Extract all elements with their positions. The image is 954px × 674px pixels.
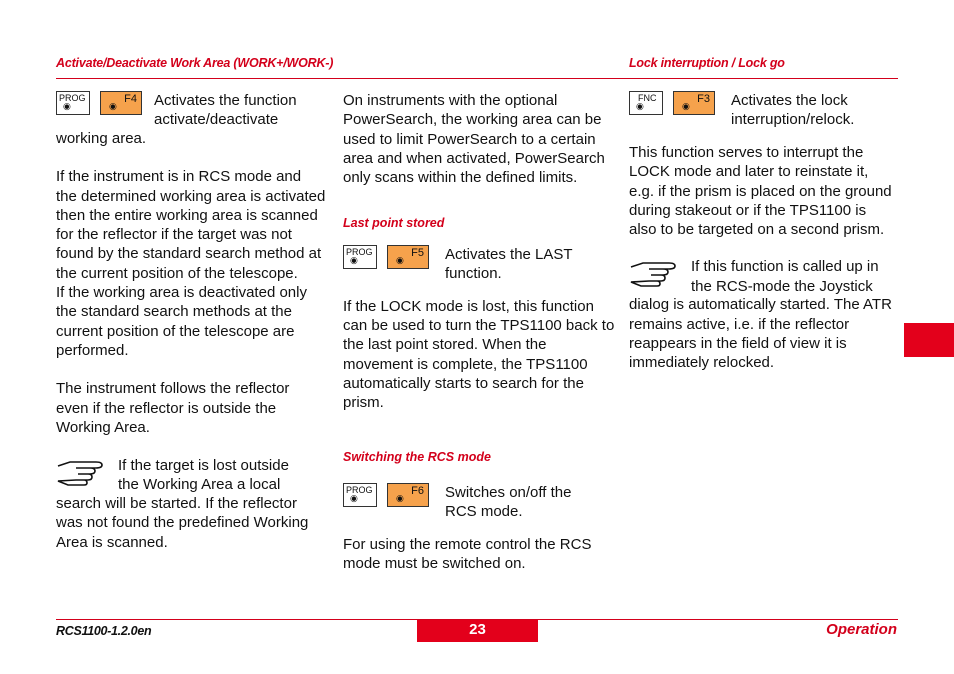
column-lock-interruption	[629, 91, 895, 373]
document-id: RCS1100-1.2.0en	[56, 624, 152, 638]
paragraph: On instruments with the optional PowerSearch, the working area can be used to limit PowerSearch to a certain area and when activated, PowerSearch only scans within the defined limits.	[343, 92, 605, 187]
paragraph: If the instrument is in RCS mode and the determined working area is activated then the entire working area is scanned for the reflector if the target was not found by the standard search method at the current position of the telescope.	[56, 168, 326, 282]
header-right-title: Lock interruption / Lock go	[629, 56, 785, 70]
paragraph: For using the remote control the RCS mode must be switched on.	[343, 535, 592, 573]
key-description: Switches on/off the	[445, 483, 572, 501]
paragraph: This function serves to interrupt the LOCK mode and later to reinstate it, e.g. if the prism is placed on the ground during stakeout or if the TPS1100 is also to be targeted on a second prism.	[629, 144, 892, 239]
prog-key: PROG ◉	[343, 245, 377, 269]
key-description: RCS mode.	[445, 503, 523, 521]
fnc-key: FNC ◉	[629, 91, 663, 115]
pointing-hand-icon	[629, 257, 679, 287]
note-line: If the target is lost outside	[118, 457, 289, 475]
page-number: 23	[417, 620, 538, 642]
subheading-rcs-mode: Switching the RCS mode	[343, 449, 491, 464]
intro-line: Activates the function	[154, 92, 297, 109]
paragraph: The instrument follows the reflector even if the reflector is outside the Working Area.	[56, 380, 290, 436]
paragraph: If the LOCK mode is lost, this function can be used to turn the TPS1100 back to the last point stored. When the movement is complete, the TPS1100 automatically starts to search for the prism.	[343, 297, 615, 412]
key-description: function.	[445, 265, 502, 283]
paragraph: If the working area is deactivated only the standard search methods at the current position of the telescope are performed.	[56, 284, 307, 359]
f5-key: F5 ◉	[387, 245, 429, 269]
f6-key: F6 ◉	[387, 483, 429, 507]
chapter-tab-marker	[904, 323, 954, 357]
note-line: If this function is called up in	[691, 258, 879, 276]
intro-line: activate/deactivate	[154, 111, 279, 129]
header-left-title: Activate/Deactivate Work Area (WORK+/WORK-)	[56, 56, 334, 70]
header-rule	[56, 78, 898, 79]
key-description: Activates the LAST	[445, 245, 573, 263]
note-line: the Working Area a local	[118, 476, 281, 494]
f4-key: F4 ◉	[100, 91, 142, 115]
pointing-hand-icon	[56, 456, 106, 486]
note-text: dialog is automatically started. The ATR remains active, i.e. if the reflector reappears in the field of view it is immediately relocked.	[629, 296, 892, 372]
section-name: Operation	[826, 621, 897, 638]
key-description: interruption/relock.	[731, 111, 855, 129]
note-line: the RCS-mode the Joystick	[691, 277, 873, 295]
key-description: Activates the lock	[731, 92, 848, 109]
prog-key: PROG ◉	[56, 91, 90, 115]
f3-key: F3 ◉	[673, 91, 715, 115]
subheading-last-point: Last point stored	[343, 216, 445, 231]
column-powersearch	[343, 91, 615, 573]
note-text: search will be started. If the reflector was not found the predefined Working Area is scanned.	[56, 495, 309, 551]
prog-key: PROG ◉	[343, 483, 377, 507]
column-work-area	[56, 91, 326, 552]
intro-line: working area.	[56, 130, 147, 147]
